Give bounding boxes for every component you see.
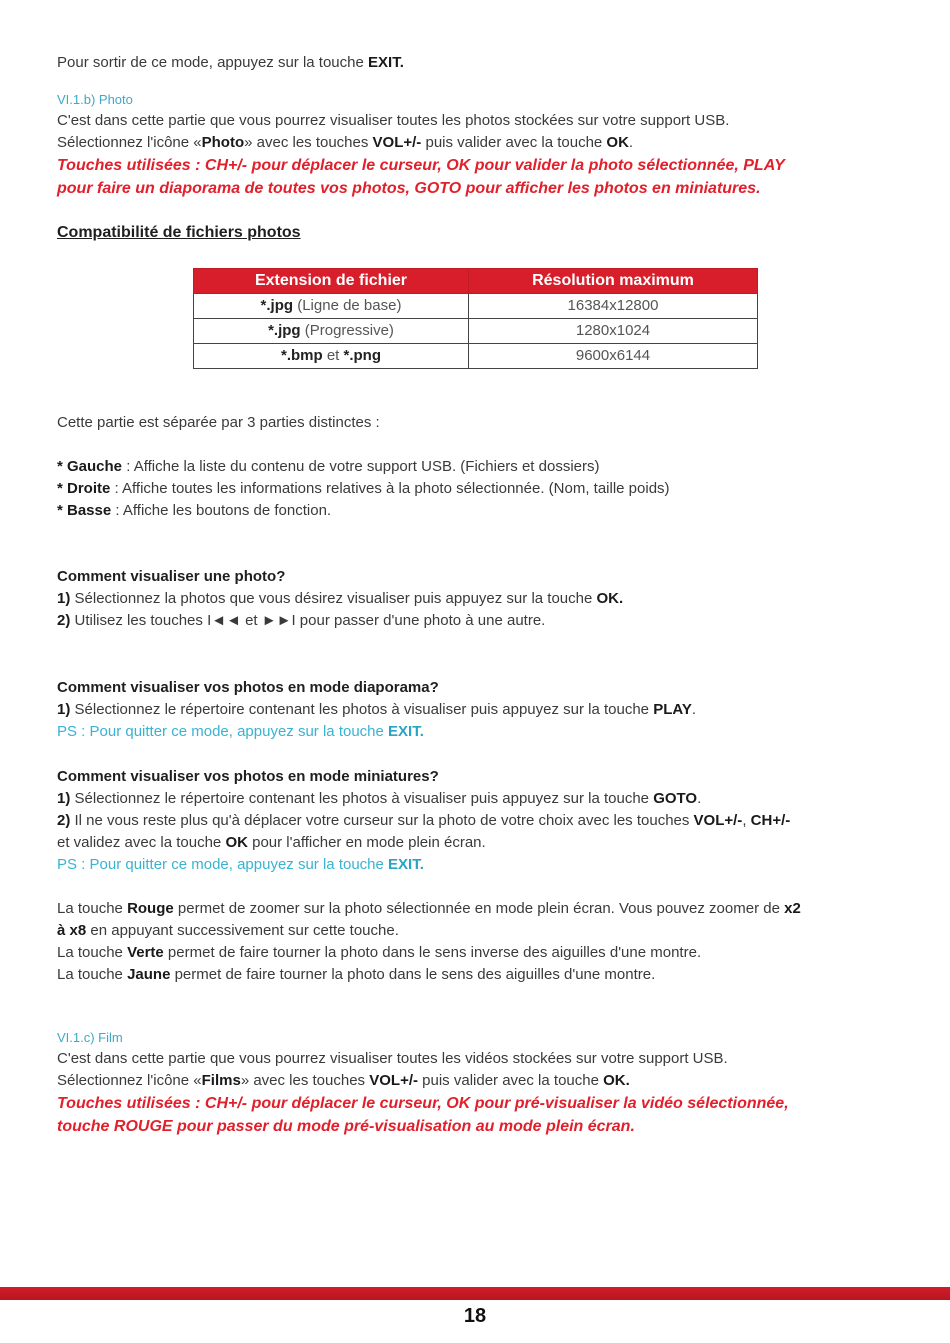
cell-resolution: 9600x6144 — [469, 344, 758, 369]
thumbnails-step-1: 1) Sélectionnez le répertoire contenant les photos à visualiser puis appuyez sur la touche GOTO. — [57, 790, 702, 807]
table-row — [194, 344, 758, 369]
cell-extension: *.bmp et *.png — [194, 344, 469, 369]
page-number: 18 — [463, 1305, 487, 1327]
compat-table-header — [194, 269, 758, 294]
header-resolution: Résolution maximum — [469, 269, 758, 294]
header-extension: Extension de fichier — [194, 269, 469, 294]
red-key-line-cont: à x8 en appuyant successivement sur cette touche. — [57, 922, 399, 939]
exit-instruction — [57, 52, 897, 74]
view-photo-step-1: 1) Sélectionnez la photos que vous désirez visualiser puis appuyez sur la touche OK. — [57, 590, 624, 607]
film-keys-line-1: Touches utilisées : CH+/- pour déplacer le curseur, OK pour pré-visualiser la vidéo sélectionnée, — [57, 1095, 789, 1112]
film-select-line: Sélectionnez l'icône «Films» avec les touches VOL+/- puis valider avec la touche OK. — [57, 1072, 630, 1089]
red-key-line: La touche Rouge permet de zoomer sur la photo sélectionnée en mode plein écran. Vous pouvez zoomer de x2 — [57, 900, 801, 917]
film-intro-line: C'est dans cette partie que vous pourrez visualiser toutes les vidéos stockées sur votre support USB. — [57, 1050, 728, 1067]
footer-bar — [0, 1287, 950, 1300]
document-page — [57, 52, 897, 1138]
exit-text: Pour sortir de ce mode, appuyez sur la touche — [57, 54, 369, 71]
photo-keys-line-1: Touches utilisées : CH+/- pour déplacer le curseur, OK pour valider la photo sélectionnée, PLAY — [57, 157, 785, 174]
list-item: * Gauche : Affiche la liste du contenu de votre support USB. (Fichiers et dossiers) — [57, 458, 600, 475]
film-keys-line-2: touche ROUGE pour passer du mode pré-visualisation au mode plein écran. — [57, 1118, 635, 1135]
exit-key: EXIT. — [368, 54, 404, 71]
compat-table — [193, 268, 758, 369]
view-photo-heading: Comment visualiser une photo? — [57, 568, 286, 585]
thumbnails-step-2: 2) Il ne vous reste plus qu'à déplacer votre curseur sur la photo de votre choix avec les touches VOL+/-, CH+/- — [57, 812, 791, 829]
photo-intro-line: C'est dans cette partie que vous pourrez visualiser toutes les photos stockées sur votre support USB. — [57, 112, 730, 129]
list-item: * Droite : Affiche toutes les informations relatives à la photo sélectionnée. (Nom, taille poids) — [57, 480, 670, 497]
thumbnails-step-2-cont: et validez avec la touche OK pour l'afficher en mode plein écran. — [57, 834, 486, 851]
cell-extension: *.jpg (Progressive) — [194, 319, 469, 344]
cell-resolution: 16384x12800 — [469, 294, 758, 319]
photo-select-line: Sélectionnez l'icône «Photo» avec les touches VOL+/- puis valider avec la touche OK. — [57, 134, 634, 151]
thumbnails-heading: Comment visualiser vos photos en mode miniatures? — [57, 768, 439, 785]
table-row — [194, 294, 758, 319]
yellow-key-line: La touche Jaune permet de faire tourner la photo dans le sens des aiguilles d'une montre. — [57, 966, 656, 983]
cell-extension: *.jpg (Ligne de base) — [194, 294, 469, 319]
slideshow-step-1: 1) Sélectionnez le répertoire contenant les photos à visualiser puis appuyez sur la touche PLAY. — [57, 701, 697, 718]
parts-intro: Cette partie est séparée par 3 parties distinctes : — [57, 414, 380, 431]
list-item: * Basse : Affiche les boutons de fonction. — [57, 502, 332, 519]
slideshow-heading: Comment visualiser vos photos en mode diaporama? — [57, 679, 439, 696]
photo-section-number: VI.1.b) Photo — [57, 92, 133, 107]
film-section-number: VI.1.c) Film — [57, 1030, 123, 1045]
slideshow-ps: PS : Pour quitter ce mode, appuyez sur la touche EXIT. — [57, 723, 424, 740]
compat-heading: Compatibilité de fichiers photos — [57, 224, 301, 241]
cell-resolution: 1280x1024 — [469, 319, 758, 344]
green-key-line: La touche Verte permet de faire tourner la photo dans le sens inverse des aiguilles d'une montre. — [57, 944, 702, 961]
thumbnails-ps: PS : Pour quitter ce mode, appuyez sur la touche EXIT. — [57, 856, 424, 873]
view-photo-step-2: 2) Utilisez les touches I◄◄ et ►►I pour passer d'une photo à une autre. — [57, 612, 546, 629]
table-row — [194, 319, 758, 344]
photo-keys-line-2: pour faire un diaporama de toutes vos photos, GOTO pour afficher les photos en miniatures. — [57, 180, 761, 197]
